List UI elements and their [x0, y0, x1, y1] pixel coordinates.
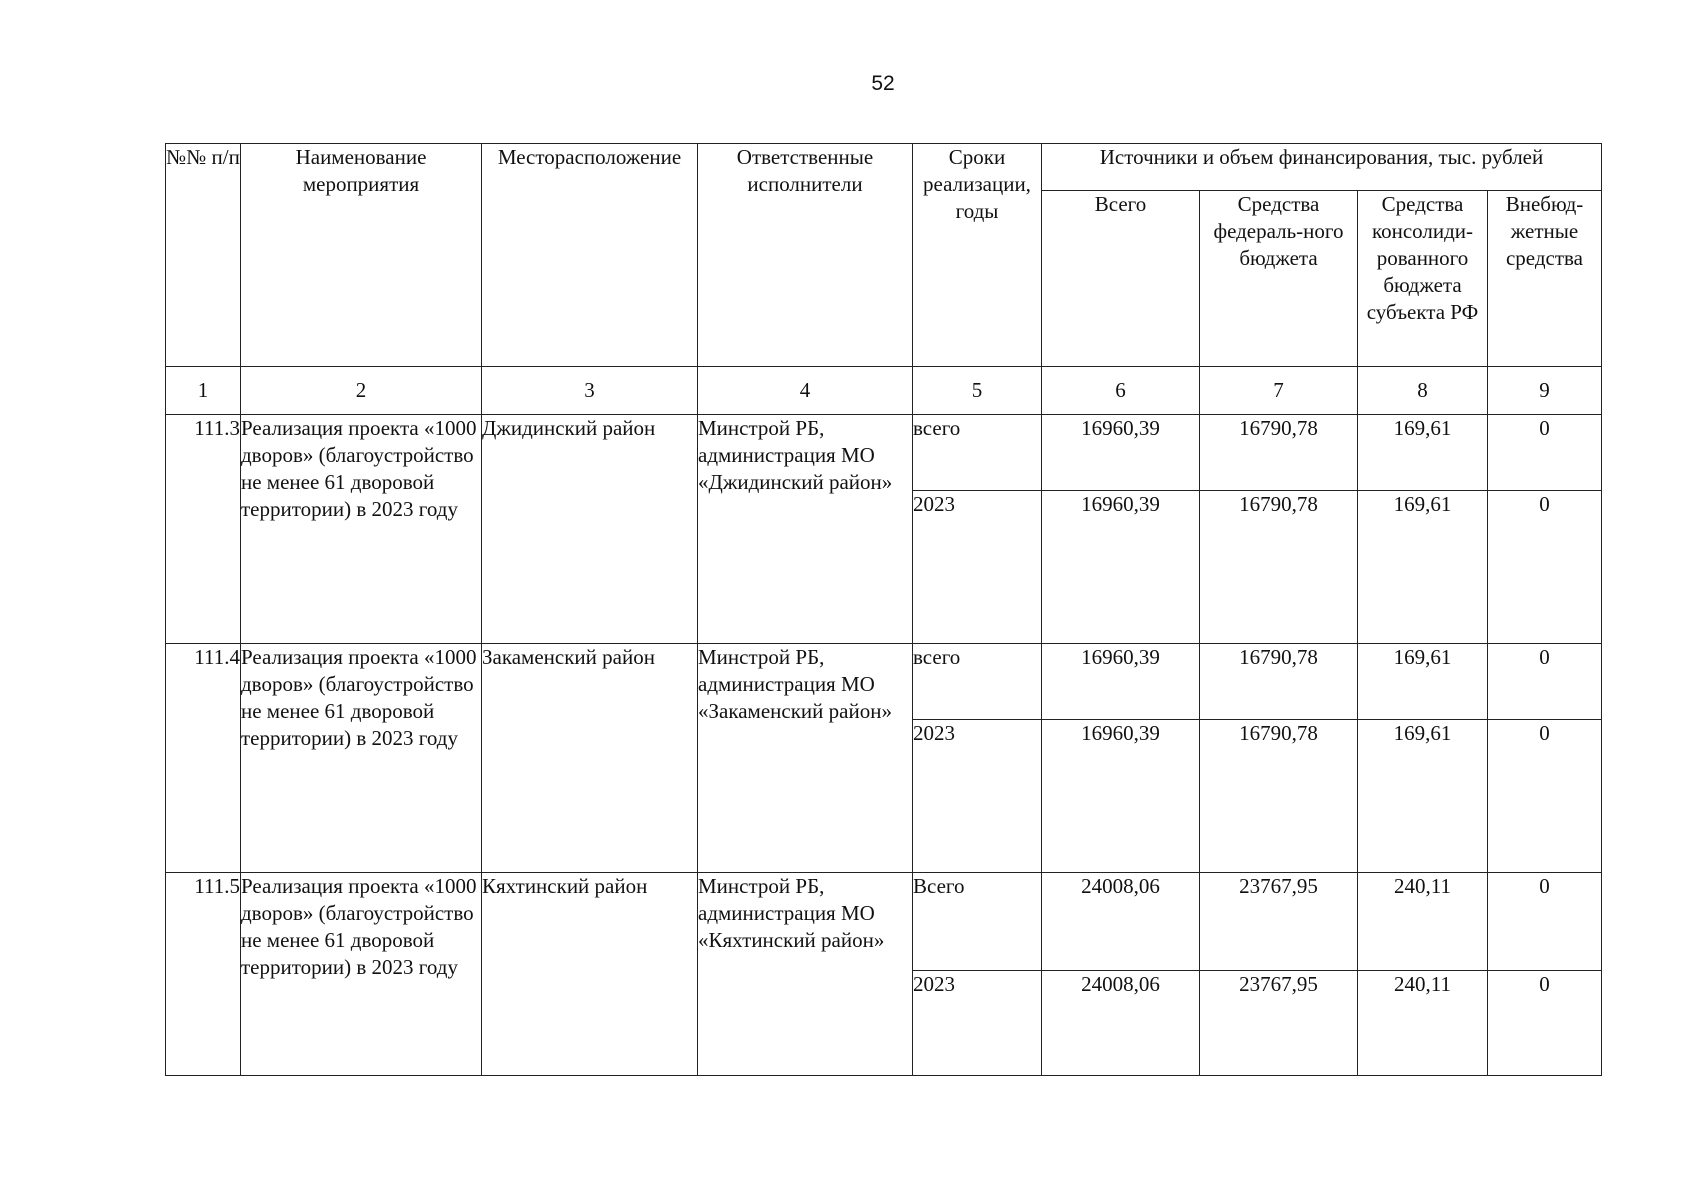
- extrabudget-amount: 0: [1488, 644, 1602, 720]
- header-regional: Средства консолиди-рованного бюджета субъекта РФ: [1358, 191, 1488, 367]
- federal-amount: 16790,78: [1200, 415, 1358, 491]
- extrabudget-amount: 0: [1488, 720, 1602, 873]
- table-row: [166, 415, 1602, 491]
- column-number: 3: [482, 367, 698, 415]
- total-amount: 16960,39: [1042, 491, 1200, 644]
- period-total: всего: [913, 644, 1042, 720]
- regional-amount: 240,11: [1358, 873, 1488, 971]
- column-number: 2: [241, 367, 482, 415]
- header-row-1: [166, 144, 1602, 191]
- event-name: Реализация проекта «1000 дворов» (благоустройство не менее 61 дворовой территории) в 2023 году: [241, 644, 482, 873]
- extrabudget-amount: 0: [1488, 415, 1602, 491]
- total-amount: 24008,06: [1042, 873, 1200, 971]
- event-name: Реализация проекта «1000 дворов» (благоустройство не менее 61 дворовой территории) в 2023 году: [241, 873, 482, 1076]
- header-total: Всего: [1042, 191, 1200, 367]
- column-number: 8: [1358, 367, 1488, 415]
- header-period: Сроки реализации, годы: [913, 144, 1042, 367]
- column-number: 4: [698, 367, 913, 415]
- federal-amount: 16790,78: [1200, 720, 1358, 873]
- regional-amount: 169,61: [1358, 491, 1488, 644]
- regional-amount: 169,61: [1358, 720, 1488, 873]
- period-total: всего: [913, 415, 1042, 491]
- column-number-row: [166, 367, 1602, 415]
- column-number: 7: [1200, 367, 1358, 415]
- federal-amount: 16790,78: [1200, 491, 1358, 644]
- column-number: 1: [166, 367, 241, 415]
- extrabudget-amount: 0: [1488, 873, 1602, 971]
- row-number: 111.5: [166, 873, 241, 1076]
- regional-amount: 240,11: [1358, 971, 1488, 1076]
- extrabudget-amount: 0: [1488, 971, 1602, 1076]
- column-number: 5: [913, 367, 1042, 415]
- header-executors: Ответственные исполнители: [698, 144, 913, 367]
- total-amount: 16960,39: [1042, 644, 1200, 720]
- column-number: 6: [1042, 367, 1200, 415]
- row-number: 111.4: [166, 644, 241, 873]
- federal-amount: 23767,95: [1200, 971, 1358, 1076]
- header-number: №№ п/п: [166, 144, 241, 367]
- header-extrabudget: Внебюд-жетные средства: [1488, 191, 1602, 367]
- extrabudget-amount: 0: [1488, 491, 1602, 644]
- period-year: 2023: [913, 720, 1042, 873]
- period-year: 2023: [913, 491, 1042, 644]
- executors: Минстрой РБ, администрация МО «Джидинский район»: [698, 415, 913, 644]
- row-number: 111.3: [166, 415, 241, 644]
- total-amount: 16960,39: [1042, 720, 1200, 873]
- total-amount: 16960,39: [1042, 415, 1200, 491]
- period-total: Всего: [913, 873, 1042, 971]
- location: Кяхтинский район: [482, 873, 698, 1076]
- table-row: [166, 873, 1602, 971]
- federal-amount: 16790,78: [1200, 644, 1358, 720]
- header-event-name: Наименование мероприятия: [241, 144, 482, 367]
- column-number: 9: [1488, 367, 1602, 415]
- funding-table: [165, 143, 1602, 1076]
- regional-amount: 169,61: [1358, 415, 1488, 491]
- header-federal: Средства федераль-ного бюджета: [1200, 191, 1358, 367]
- event-name: Реализация проекта «1000 дворов» (благоустройство не менее 61 дворовой территории) в 2023 году: [241, 415, 482, 644]
- executors: Минстрой РБ, администрация МО «Кяхтинский район»: [698, 873, 913, 1076]
- header-funding-group: Источники и объем финансирования, тыс. рублей: [1042, 144, 1602, 191]
- federal-amount: 23767,95: [1200, 873, 1358, 971]
- location: Джидинский район: [482, 415, 698, 644]
- executors: Минстрой РБ, администрация МО «Закаменский район»: [698, 644, 913, 873]
- page-number: 52: [871, 72, 895, 95]
- regional-amount: 169,61: [1358, 644, 1488, 720]
- location: Закаменский район: [482, 644, 698, 873]
- total-amount: 24008,06: [1042, 971, 1200, 1076]
- table-row: [166, 644, 1602, 720]
- period-year: 2023: [913, 971, 1042, 1076]
- header-location: Месторасположение: [482, 144, 698, 367]
